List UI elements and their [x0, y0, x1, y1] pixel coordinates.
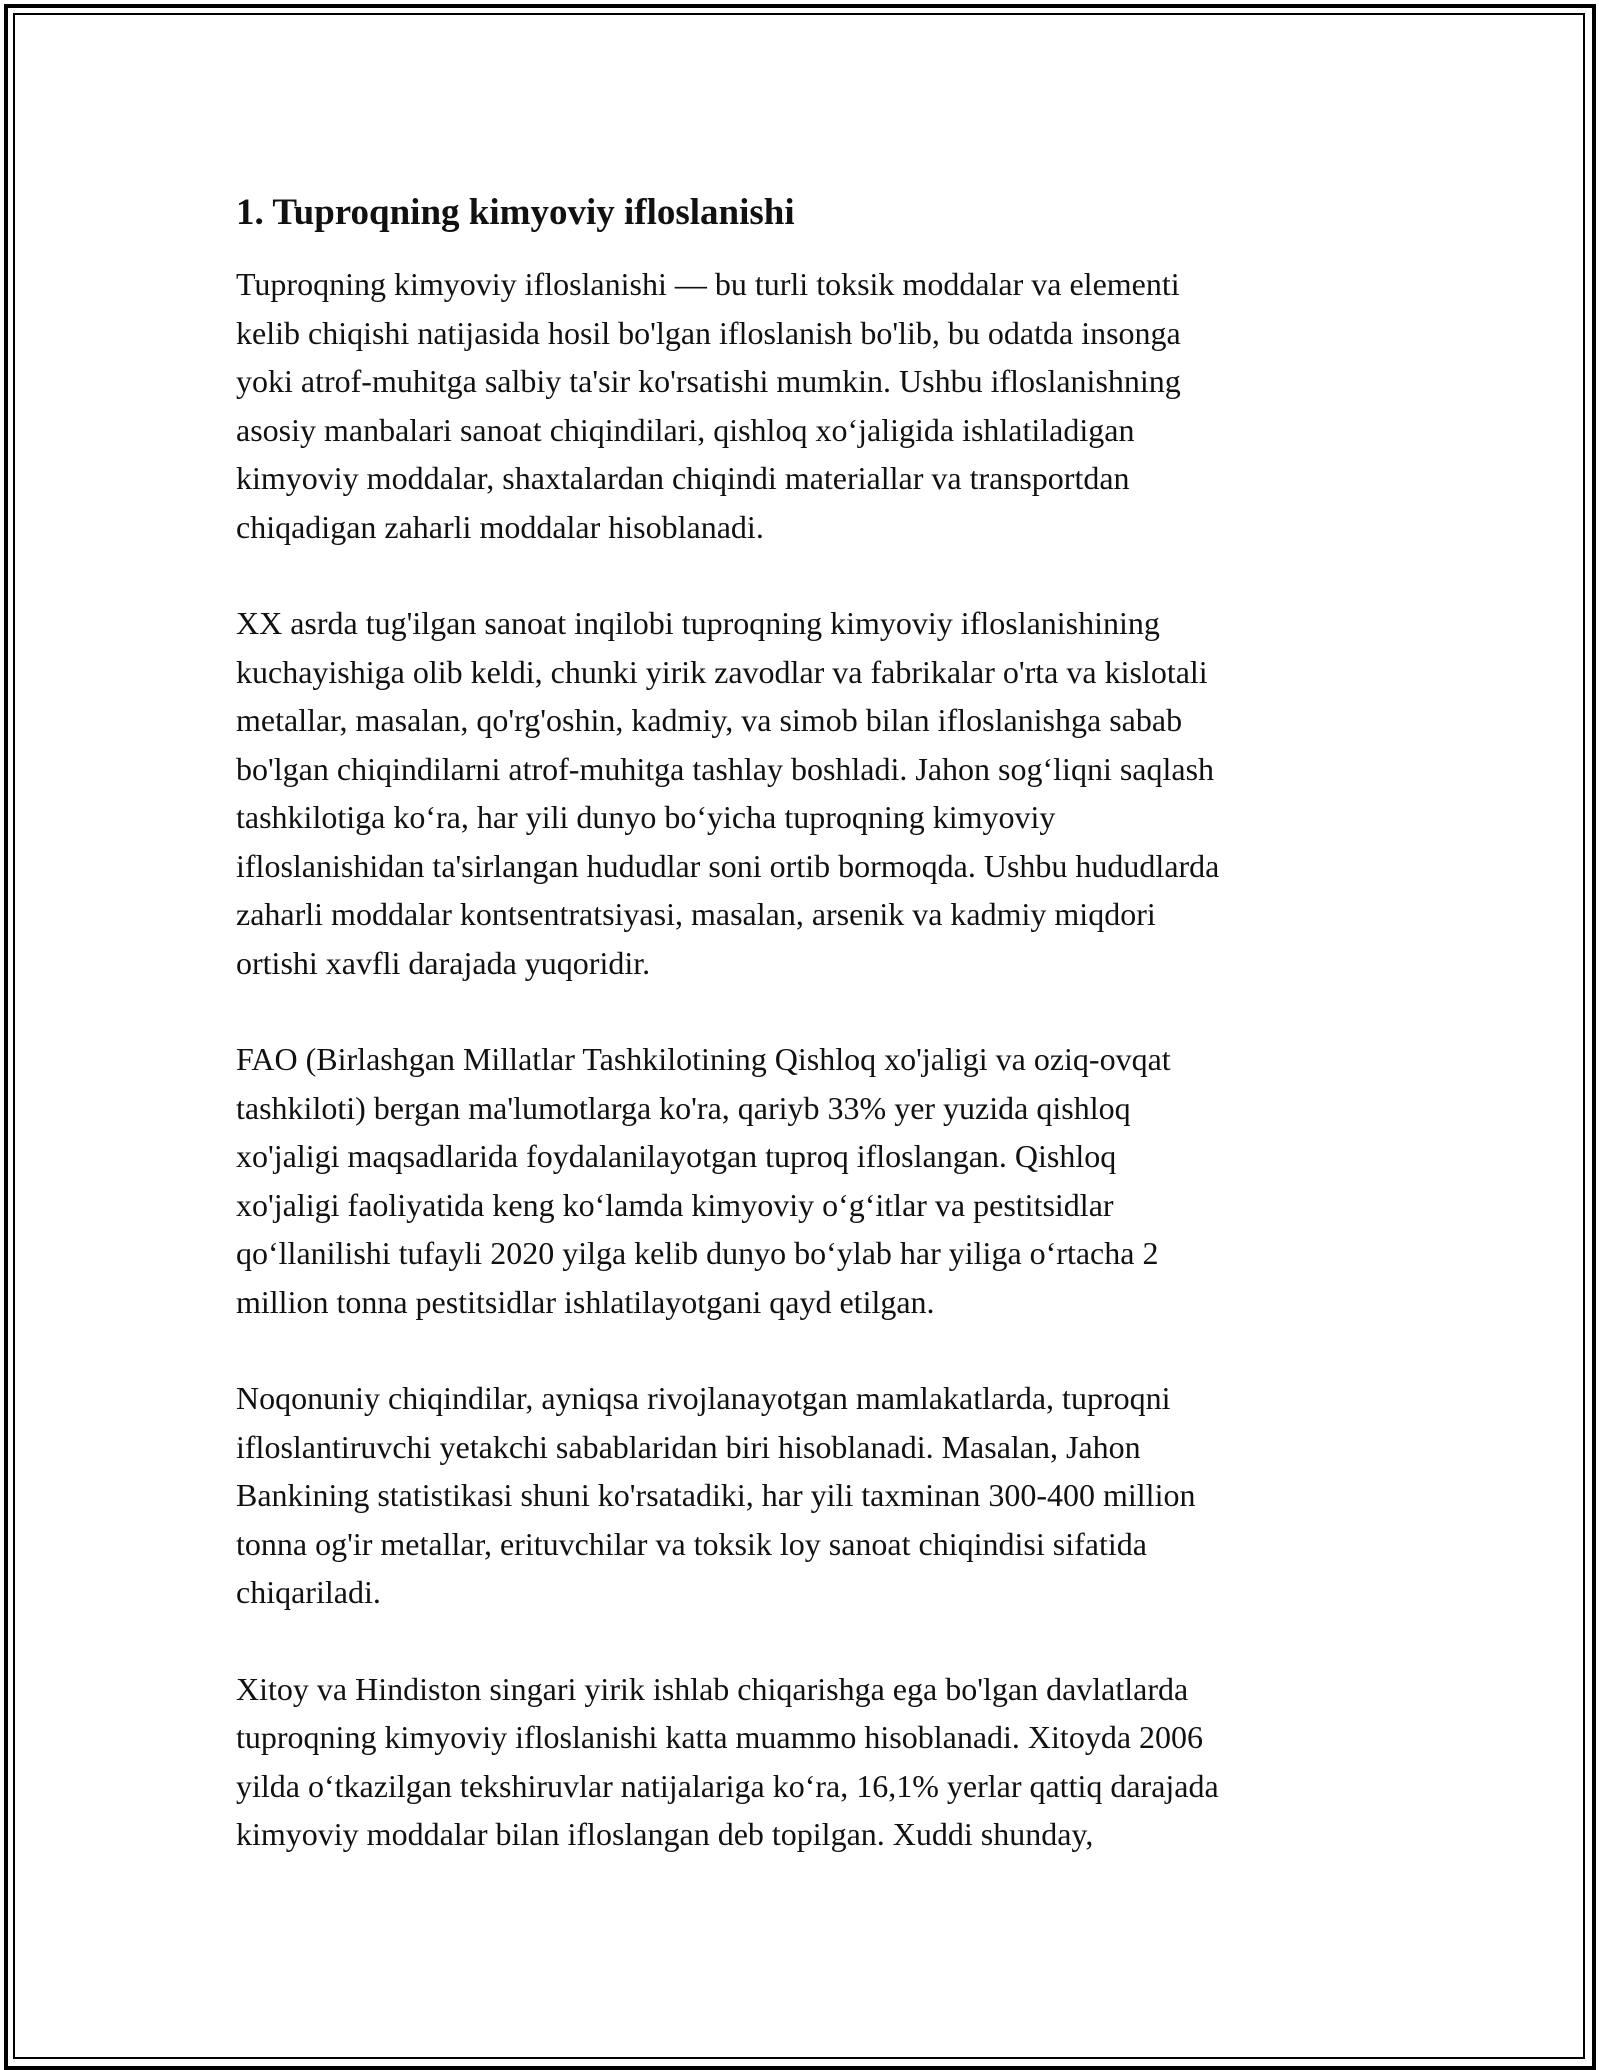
text-line: ortishi xavfli darajada yuqoridir. — [236, 944, 651, 981]
text-line: metallar, masalan, qo'rg'oshin, kadmiy, va simob bilan ifloslanishga sabab — [236, 702, 1183, 738]
text-line: kelib chiqishi natijasida hosil bo'lgan ifloslanish bo'lib, bu odatda insonga — [236, 314, 1181, 351]
section-heading: 1. Tuproqning kimyoviy ifloslanishi — [236, 192, 795, 233]
paragraph — [236, 260, 1376, 551]
text-line: bo'lgan chiqindilarni atrof-muhitga tashlay boshladi. Jahon sog‘liqni saqlash — [236, 750, 1215, 787]
text-line: xo'jaligi faoliyatida keng ko‘lamda kimyoviy o‘g‘itlar va pestitsidlar — [236, 1186, 1114, 1223]
text-line: kimyoviy moddalar bilan ifloslangan deb topilgan. Xuddi shunday, — [236, 1816, 1094, 1852]
text-line: Noqonuniy chiqindilar, ayniqsa rivojlanayotgan mamlakatlarda, tuproqni — [236, 1380, 1171, 1416]
paragraph — [236, 1374, 1376, 1617]
text-line: million tonna pestitsidlar ishlatilayotgani qayd etilgan. — [236, 1283, 935, 1320]
text-line: ifloslantiruvchi yetakchi sabablaridan biri hisoblanadi. Masalan, Jahon — [236, 1428, 1141, 1465]
text-line: yilda o‘tkazilgan tekshiruvlar natijalariga ko‘ra, 16,1% yerlar qattiq darajada — [236, 1767, 1219, 1804]
text-line: kuchayishiga olib keldi, chunki yirik zavodlar va fabrikalar o'rta va kislotali — [236, 653, 1208, 690]
text-line: xo'jaligi maqsadlarida foydalanilayotgan tuproq ifloslangan. Qishloq — [236, 1138, 1117, 1174]
document-body — [236, 188, 1376, 1907]
text-line: FAO (Birlashgan Millatlar Tashkilotining Qishloq xo'jaligi va oziq-ovqat — [236, 1041, 1171, 1077]
text-line: Xitoy va Hindiston singari yirik ishlab chiqarishga ega bo'lgan davlatlarda — [236, 1670, 1189, 1707]
paragraph — [236, 599, 1376, 987]
text-line: ifloslanishidan ta'sirlangan hududlar soni ortib bormoqda. Ushbu hududlarda — [236, 847, 1220, 884]
text-line: XX asrda tug'ilgan sanoat inqilobi tuproqning kimyoviy ifloslanishining — [236, 605, 1160, 641]
text-line: tashkiloti) bergan ma'lumotlarga ko'ra, qariyb 33% yer yuzida qishloq — [236, 1089, 1131, 1126]
text-line: tonna og'ir metallar, erituvchilar va toksik loy sanoat chiqindisi sifatida — [236, 1525, 1147, 1562]
text-line: yoki atrof-muhitga salbiy ta'sir ko'rsatishi mumkin. Ushbu ifloslanishning — [236, 363, 1181, 399]
text-line: asosiy manbalari sanoat chiqindilari, qishloq xo‘jaligida ishlatiladigan — [236, 411, 1135, 448]
paragraph — [236, 1035, 1376, 1326]
text-line: kimyoviy moddalar, shaxtalardan chiqindi materiallar va transportdan — [236, 460, 1130, 496]
text-line: chiqariladi. — [236, 1574, 381, 1610]
text-line: tuproqning kimyoviy ifloslanishi katta muammo hisoblanadi. Xitoyda 2006 — [236, 1719, 1204, 1755]
text-line: Bankining statistikasi shuni ko'rsatadiki, har yili taxminan 300-400 million — [236, 1477, 1196, 1513]
paragraph — [236, 1665, 1376, 1859]
text-line: Tuproqning kimyoviy ifloslanishi — bu turli toksik moddalar va elementi — [236, 266, 1180, 302]
text-line: zaharli moddalar kontsentratsiyasi, masalan, arsenik va kadmiy miqdori — [236, 896, 1156, 932]
text-line: qo‘llanilishi tufayli 2020 yilga kelib dunyo bo‘ylab har yiliga o‘rtacha 2 — [236, 1235, 1159, 1271]
text-line: chiqadigan zaharli moddalar hisoblanadi. — [236, 508, 764, 545]
text-line: tashkilotiga ko‘ra, har yili dunyo bo‘yicha tuproqning kimyoviy — [236, 799, 1056, 835]
